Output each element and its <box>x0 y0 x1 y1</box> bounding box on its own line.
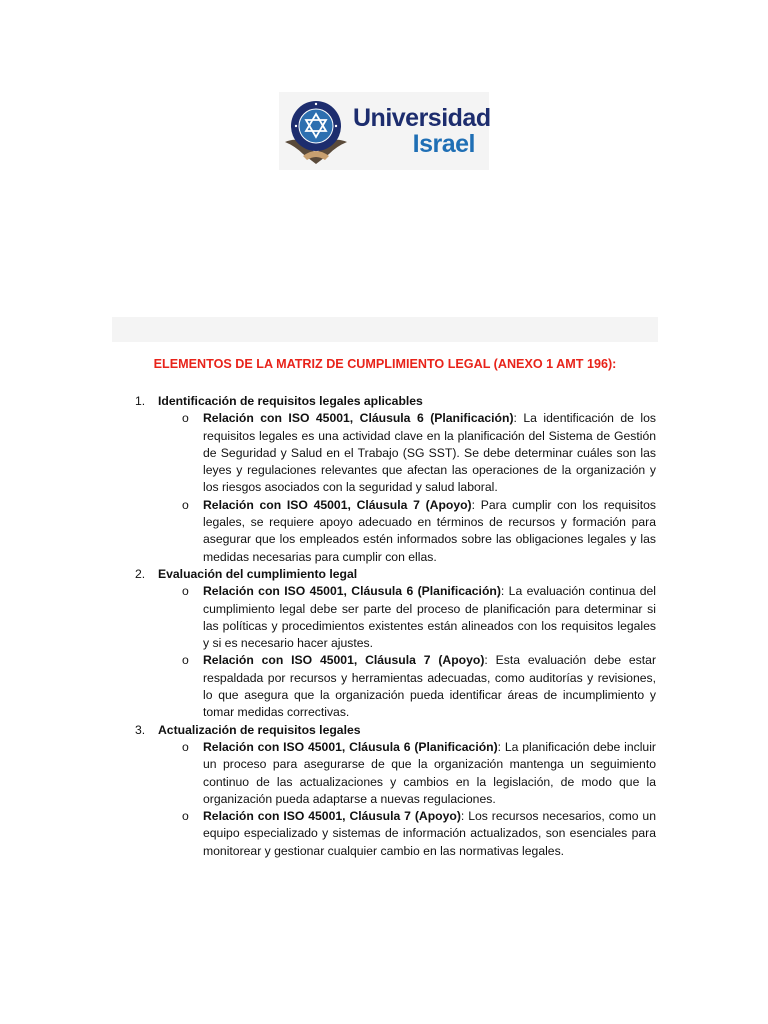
item-text: : La evaluación continua del cumplimiento legal debe ser parte del proceso de planificación para determinar si las políticas y procedimientos existentes están alineados con los requisitos legales y si es necesario hacer ajustes. <box>203 584 656 651</box>
list-item <box>110 410 656 496</box>
section-1 <box>110 393 656 566</box>
item-label: Relación con ISO 45001, Cláusula 7 (Apoyo) <box>203 497 472 512</box>
item-text: : Para cumplir con los requisitos legales, se requiere apoyo adecuado en términos de recursos y formación para asegurar que los empleados estén informados sobre las obligaciones legales y las medidas necesarias para cumplir con ellas. <box>203 497 656 564</box>
list-item <box>110 808 656 860</box>
logo-wordmark <box>353 104 491 158</box>
section-heading <box>110 393 656 410</box>
section-heading <box>110 566 656 583</box>
bullet-circle-icon: o <box>182 411 189 426</box>
university-logo <box>279 92 489 170</box>
bullet-circle-icon: o <box>182 739 189 754</box>
section-heading-text: Actualización de requisitos legales <box>158 722 361 737</box>
section-number: 2. <box>135 566 146 581</box>
list-item <box>110 739 656 808</box>
document-title: ELEMENTOS DE LA MATRIZ DE CUMPLIMIENTO LEGAL (ANEXO 1 AMT 196): <box>153 357 617 371</box>
section-3 <box>110 722 656 860</box>
logo-word-israel: Israel <box>412 130 475 158</box>
item-label: Relación con ISO 45001, Cláusula 6 (Planificación) <box>203 739 498 754</box>
bullet-circle-icon: o <box>182 497 189 512</box>
grey-band <box>112 317 658 342</box>
item-text: : La planificación debe incluir un proceso para asegurarse de que la organización mantenga un seguimiento continuo de las actualizaciones y cambios en la legislación, de modo que la organización pueda adaptarse a nuevas regulaciones. <box>203 739 656 806</box>
bullet-circle-icon: o <box>182 653 189 668</box>
item-label: Relación con ISO 45001, Cláusula 7 (Apoyo) <box>203 653 485 668</box>
bullet-circle-icon: o <box>182 584 189 599</box>
item-label: Relación con ISO 45001, Cláusula 6 (Planificación) <box>203 411 514 426</box>
item-label: Relación con ISO 45001, Cláusula 6 (Planificación) <box>203 584 501 599</box>
document-body <box>110 393 656 860</box>
university-seal-icon <box>281 96 351 168</box>
section-number: 1. <box>135 394 146 408</box>
item-text: : La identificación de los requisitos legales es una actividad clave en la planificación del Sistema de Gestión de Seguridad y Salud en el Trabajo (SG SST). Se debe determinar cuáles son las leyes y regulaciones relevantes que afectan las operaciones de la organización y los riesgos asociados con la seguridad y salud laboral. <box>203 411 656 495</box>
item-label: Relación con ISO 45001, Cláusula 7 (Apoyo) <box>203 809 461 824</box>
section-2 <box>110 566 656 722</box>
list-item <box>110 652 656 721</box>
item-text: : Los recursos necesarios, como un equipo especializado y sistemas de información actualizados, son esenciales para monitorear y gestionar cualquier cambio en las normativas legales. <box>203 809 656 858</box>
logo-word-universidad: Universidad <box>353 104 491 132</box>
section-heading-text: Evaluación del cumplimiento legal <box>158 566 358 581</box>
list-item <box>110 583 656 652</box>
bullet-circle-icon: o <box>182 809 189 824</box>
section-number: 3. <box>135 722 146 737</box>
section-heading <box>110 722 656 739</box>
list-item <box>110 497 656 566</box>
item-text: : Esta evaluación debe estar respaldada por recursos y herramientas adecuadas, como auditorías y revisiones, lo que asegura que la organización pueda identificar áreas de incumplimiento y tomar medidas correctivas. <box>203 653 656 720</box>
section-heading-text: Identificación de requisitos legales aplicables <box>158 394 423 408</box>
